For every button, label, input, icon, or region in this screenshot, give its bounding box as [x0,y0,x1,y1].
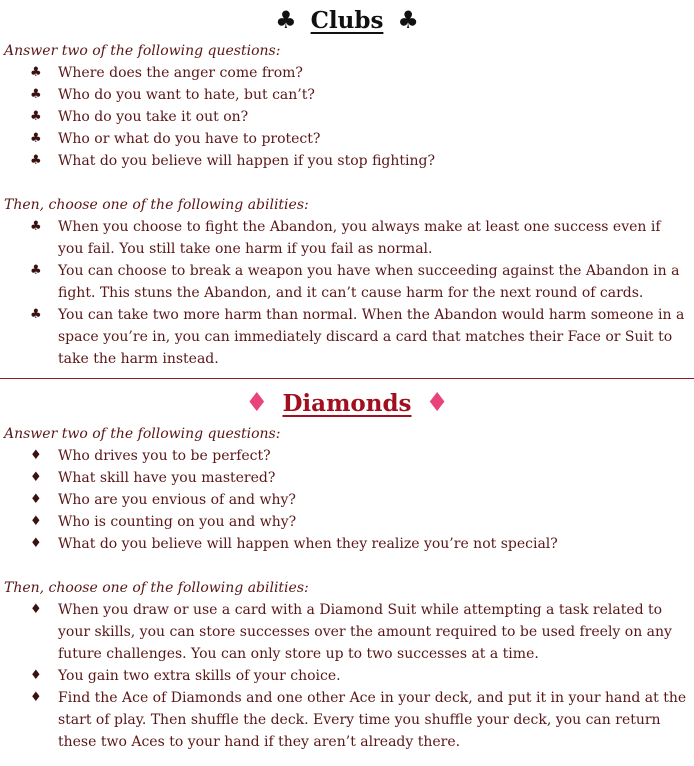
list-item: ♣ You can choose to break a weapon you have when succeeding against the Abandon in a fight. This stuns the Abandon, and it can’t cause harm for the next round of cards. [30,260,694,304]
section-divider [0,378,694,379]
list-item: ♣ Who do you want to hate, but can’t? [30,84,694,106]
club-bullet-icon: ♣ [30,65,42,80]
clubs-questions-intro: Answer two of the following questions: [4,43,281,59]
diamond-suit-icon: ♦ [245,388,269,418]
list-item: ♣ You can take two more harm than normal. When the Abandon would harm someone in a space you’re in, you can immediately discard a card that matches their Face or Suit to take the harm instead. [30,304,694,370]
list-item: ♦ Who is counting on you and why? [30,511,694,533]
diamonds-section [0,383,694,753]
club-bullet-icon: ♣ [30,87,42,102]
diamond-bullet-icon: ♦ [30,514,42,529]
club-bullet-icon: ♣ [30,219,42,234]
list-item: ♦ You gain two extra skills of your choice. [30,665,694,687]
diamonds-abilities-intro: Then, choose one of the following abilities: [4,580,309,596]
clubs-abilities-list [0,216,694,370]
diamonds-heading [0,383,694,423]
list-item: ♣ When you choose to fight the Abandon, you always make at least one success even if you fail. You still take one harm if you fail as normal. [30,216,694,260]
diamond-suit-icon: ♦ [425,388,449,418]
diamonds-questions-list [0,445,694,555]
diamonds-title: Diamonds [282,389,412,417]
club-suit-icon: ♣ [275,6,297,34]
diamond-bullet-icon: ♦ [30,470,42,485]
diamond-bullet-icon: ♦ [30,492,42,507]
clubs-title: Clubs [310,6,384,34]
list-item: ♣ What do you believe will happen if you stop fighting? [30,150,694,172]
clubs-questions-list [0,62,694,172]
list-item: ♣ Where does the anger come from? [30,62,694,84]
club-bullet-icon: ♣ [30,131,42,146]
club-bullet-icon: ♣ [30,153,42,168]
diamond-bullet-icon: ♦ [30,536,42,551]
list-item: ♦ When you draw or use a card with a Diamond Suit while attempting a task related to your skills, you can store successes over the amount required to be used freely on any future challenges. You can only store up to two successes at a time. [30,599,694,665]
diamonds-abilities-list [0,599,694,753]
clubs-heading [0,0,694,40]
diamond-bullet-icon: ♦ [30,448,42,463]
list-item: ♦ What do you believe will happen when they realize you’re not special? [30,533,694,555]
list-item: ♦ Find the Ace of Diamonds and one other Ace in your deck, and put it in your hand at the start of play. Then shuffle the deck. Every time you shuffle your deck, you can return these two Aces to your hand if they aren’t already there. [30,687,694,753]
diamonds-questions-intro: Answer two of the following questions: [4,426,281,442]
club-bullet-icon: ♣ [30,307,42,322]
diamond-bullet-icon: ♦ [30,602,42,617]
list-item: ♦ Who are you envious of and why? [30,489,694,511]
club-bullet-icon: ♣ [30,263,42,278]
diamond-bullet-icon: ♦ [30,690,42,705]
list-item: ♣ Who do you take it out on? [30,106,694,128]
list-item: ♦ Who drives you to be perfect? [30,445,694,467]
club-bullet-icon: ♣ [30,109,42,124]
clubs-abilities-intro: Then, choose one of the following abilities: [4,197,309,213]
club-suit-icon: ♣ [397,6,419,34]
list-item: ♦ What skill have you mastered? [30,467,694,489]
clubs-section [0,0,694,370]
list-item: ♣ Who or what do you have to protect? [30,128,694,150]
diamond-bullet-icon: ♦ [30,668,42,683]
